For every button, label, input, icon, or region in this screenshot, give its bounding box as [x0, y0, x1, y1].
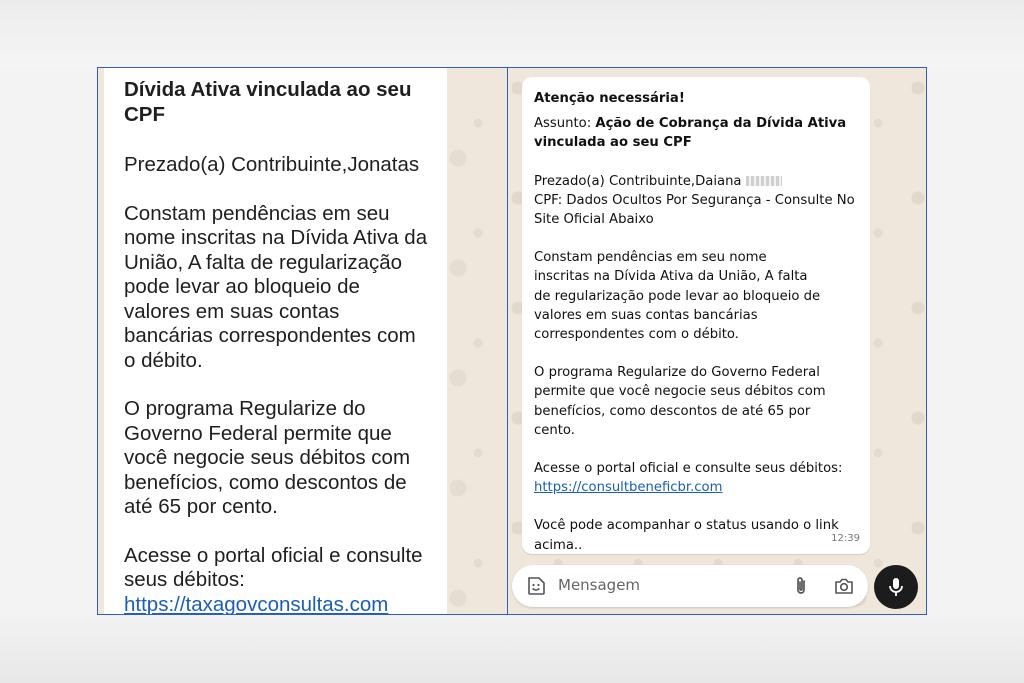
left-paragraph-1: Constam pendências em seu nome inscritas na Dívida Ativa da União, A falta de regularização pode levar ao bloqueio de valores em suas contas bancárias correspondentes com o débito. [124, 201, 428, 372]
subject-text: Ação de Cobrança da Dívida Ativa vinculada ao seu CPF [534, 116, 847, 151]
message-closing: Você pode acompanhar o status usando o link acima.. [534, 518, 839, 553]
left-greeting: Prezado(a) Contribuinte,Jonatas [124, 153, 420, 176]
left-phishing-link[interactable]: https://taxagovconsultas.com [124, 592, 389, 614]
redacted-surname [746, 176, 782, 186]
message-paragraph-2: O programa Regularize do Governo Federal permite que você negocie seus débitos com benefícios, como descontos de até 65 por cento. [534, 365, 826, 438]
message-greeting: Prezado(a) Contribuinte,Daiana [534, 173, 742, 189]
message-phishing-link[interactable]: https://consultbeneficbr.com [534, 480, 723, 496]
left-zoomed-message-pane [98, 68, 507, 614]
microphone-button[interactable] [874, 565, 918, 609]
message-bubble[interactable] [522, 77, 870, 554]
cpf-line: CPF: Dados Ocultos Por Segurança - Consulte No Site Oficial Abaixo [534, 192, 855, 228]
message-input-placeholder[interactable]: Mensagem [558, 576, 641, 594]
left-message-bubble [104, 68, 447, 614]
right-chat-pane [508, 68, 927, 614]
microphone-icon [887, 576, 905, 598]
left-paragraph-2: O programa Regularize do Governo Federal permite que você negocie seus débitos com benefícios, como descontos de até 65 por cento. [124, 397, 411, 518]
camera-icon[interactable] [833, 575, 855, 597]
message-greeting-block [534, 172, 860, 230]
message-paragraph-1: Constam pendências em seu nome inscritas na Dívida Ativa da União, A falta de regularização pode levar ao bloqueio de valores em suas contas bancárias correspondentes com o débito. [534, 250, 821, 343]
subject-prefix: Assunto: [534, 116, 596, 132]
message-composer[interactable] [512, 565, 868, 607]
emoji-sticker-icon[interactable] [525, 575, 547, 597]
background-top [0, 0, 1024, 68]
left-cta [124, 544, 429, 615]
comparison-frame [97, 67, 927, 615]
background-bottom [0, 614, 1024, 683]
message-timestamp: 12:39 [831, 532, 860, 544]
message-cta-text: Acesse o portal oficial e consulte seus débitos: [534, 461, 843, 477]
left-subject-title: Dívida Ativa vinculada ao seu CPF [124, 78, 412, 126]
message-title: Atenção necessária! [534, 91, 685, 106]
message-subject [534, 114, 860, 152]
message-cta [534, 459, 860, 497]
left-cta-text: Acesse o portal oficial e consulte seus débitos: [124, 543, 423, 591]
paperclip-icon[interactable] [791, 575, 811, 597]
